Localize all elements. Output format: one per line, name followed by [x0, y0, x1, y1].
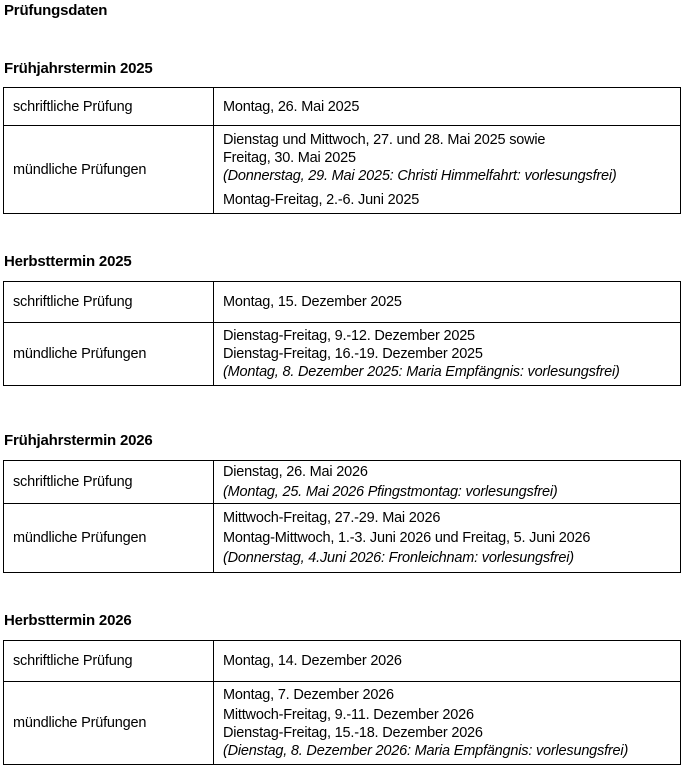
date-line: Mittwoch-Freitag, 27.-29. Mai 2026 — [223, 510, 441, 526]
exam-table-spring-2025 — [3, 87, 681, 214]
row-label: schriftliche Prüfung — [4, 282, 214, 323]
date-line: Montag-Freitag, 2.-6. Juni 2025 — [223, 191, 420, 208]
row-label: mündliche Prüfungen — [4, 323, 214, 386]
holiday-note: (Donnerstag, 29. Mai 2025: Christi Himmelfahrt: vorlesungsfrei) — [223, 167, 617, 184]
table-row-written — [4, 282, 681, 323]
section-heading-spring-2026: Frühjahrstermin 2026 — [4, 432, 153, 449]
table-row-written — [4, 641, 681, 682]
holiday-note: (Dienstag, 8. Dezember 2026: Maria Empfängnis: vorlesungsfrei) — [223, 743, 629, 759]
holiday-note: (Montag, 25. Mai 2026 Pfingstmontag: vorlesungsfrei) — [223, 484, 558, 500]
exam-table-autumn-2025 — [3, 281, 681, 386]
row-label: mündliche Prüfungen — [4, 126, 214, 214]
date-cell — [214, 641, 681, 682]
date-cell — [214, 504, 681, 573]
row-label: schriftliche Prüfung — [4, 88, 214, 126]
date-cell — [214, 88, 681, 126]
date-line: Dienstag-Freitag, 15.-18. Dezember 2026 — [223, 725, 483, 741]
date-line: Montag, 7. Dezember 2026 — [223, 687, 394, 703]
date-line: Montag, 26. Mai 2025 — [223, 98, 360, 115]
table-row-oral — [4, 323, 681, 386]
row-label: schriftliche Prüfung — [4, 641, 214, 682]
table-row-written — [4, 88, 681, 126]
holiday-note: (Montag, 8. Dezember 2025: Maria Empfängnis: vorlesungsfrei) — [223, 364, 620, 380]
section-heading-autumn-2025: Herbsttermin 2025 — [4, 253, 132, 270]
date-line: Freitag, 30. Mai 2025 — [223, 149, 356, 166]
section-heading-autumn-2026: Herbsttermin 2026 — [4, 612, 132, 629]
date-cell — [214, 282, 681, 323]
row-label: mündliche Prüfungen — [4, 504, 214, 573]
date-line: Dienstag und Mittwoch, 27. und 28. Mai 2025 sowie — [223, 131, 546, 148]
table-row-oral — [4, 126, 681, 214]
date-line: Dienstag, 26. Mai 2026 — [223, 464, 368, 480]
date-line: Dienstag-Freitag, 16.-19. Dezember 2025 — [223, 346, 483, 362]
date-line: Montag, 15. Dezember 2025 — [223, 294, 402, 310]
table-row-written — [4, 461, 681, 504]
table-row-oral — [4, 504, 681, 573]
table-row-oral — [4, 682, 681, 765]
exam-table-autumn-2026 — [3, 640, 681, 765]
page-title: Prüfungsdaten — [4, 2, 108, 19]
date-line: Montag, 14. Dezember 2026 — [223, 653, 402, 669]
section-heading-spring-2025: Frühjahrstermin 2025 — [4, 60, 153, 77]
date-cell — [214, 126, 681, 214]
date-cell — [214, 682, 681, 765]
date-line: Dienstag-Freitag, 9.-12. Dezember 2025 — [223, 328, 475, 344]
date-line: Montag-Mittwoch, 1.-3. Juni 2026 und Freitag, 5. Juni 2026 — [223, 530, 591, 546]
date-cell — [214, 461, 681, 504]
holiday-note: (Donnerstag, 4.Juni 2026: Fronleichnam: vorlesungsfrei) — [223, 550, 574, 566]
date-cell — [214, 323, 681, 386]
date-line: Mittwoch-Freitag, 9.-11. Dezember 2026 — [223, 707, 474, 723]
row-label: schriftliche Prüfung — [4, 461, 214, 504]
exam-table-spring-2026 — [3, 460, 681, 573]
row-label: mündliche Prüfungen — [4, 682, 214, 765]
